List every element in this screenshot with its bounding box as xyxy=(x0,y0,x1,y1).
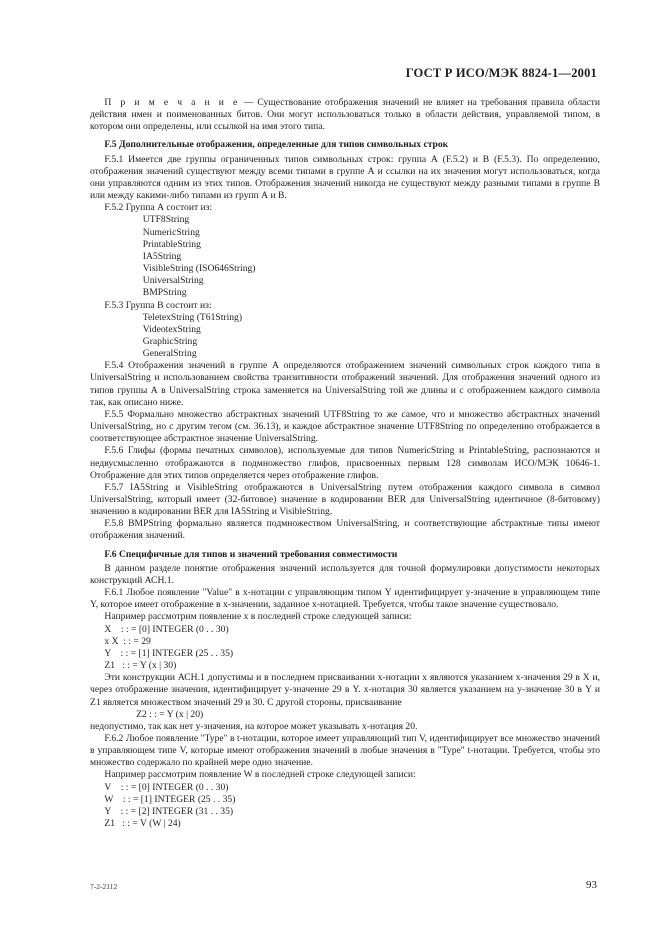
group-b-item: VideotexString xyxy=(142,323,201,335)
paragraph-f5-1: F.5.1 Имеется две группы ограниченных типов символьных строк: группа А (F.5.2) и В (F.5.3). По определению, отображения значений существуют между всеми типами в группе А и ссылки на их значения могут использоваться, когда они управляются одним из этих типов. Отображения значений никогда не существуют между разными типами в группе В или между какими-либо типами из групп А и В. xyxy=(90,153,600,202)
paragraph-f6-example: Например рассмотрим появление x в последней строке следующей записи: xyxy=(104,611,412,623)
paragraph-f5-5: F.5.5 Формально множество абстрактных значений UTF8String то же самое, что и множество абстрактных значений UniversalString, но с другим тегом (см. 36.13), и каждое абстрактное значение UTF8String по определению отображается в соответствующее абстрактное значение UniversalString. xyxy=(90,408,600,445)
group-a-item: VisibleString (ISO646String) xyxy=(142,263,256,275)
paragraph-f6-invalid: недопустимо, так как нет y-значения, на которое может указывать x-нотация 20. xyxy=(90,720,418,732)
section-heading-f5: F.5 Дополнительные отображения, определенные для типов символьных строк xyxy=(104,139,449,151)
code-line: Y : : = [1] INTEGER (25 . . 35) xyxy=(104,647,234,659)
code-line: Z1 : : = V (W | 24) xyxy=(104,818,181,830)
page-number: 93 xyxy=(586,879,597,891)
code-line: Y : : = [2] INTEGER (31 . . 35) xyxy=(104,805,234,817)
group-b-item: GraphicString xyxy=(142,335,198,347)
paragraph-f6-explain: Эти конструкции АСН.1 допустимы и в последнем присваивании x-нотации x являются указанием x-значения 29 в X и, через отображение значения, идентифицирует y-значение 29 в Y. x-нотация 30 является указанием на y-значение 30 в Y и Z1 является множеством значений 29 и 30. С другой стороны, присваивание xyxy=(90,672,600,708)
note-label: П р и м е ч а н и е xyxy=(104,97,240,108)
paragraph-f6-2: F.6.2 Любое появление "Type" в t-нотации, которое имеет управляющий тип V, идентифицирует все множество значений в управляющем типе V, которые имеют отображения значений в любые значения в "Type" t-нотации. Требуется, чтобы это множество содержало по крайней мере одно значение. xyxy=(90,732,600,769)
group-a-item: IA5String xyxy=(142,250,182,262)
group-b-item: TeletexString (T61String) xyxy=(142,311,243,323)
code-line: Z1 : : = Y (x | 30) xyxy=(104,660,177,672)
paragraph-f5-8: F.5.8 BMPString формально является подмножеством UniversalString, и соответствующие абстрактные типы имеют отображения значений. xyxy=(90,518,600,542)
note-text: — Существование отображения значений не влияет на требования правила области действия имен и поименованных битов. Они могут использоваться только в области действия, управляемой типом, в котором они определены, или ссылкой на имя этого типа. xyxy=(90,97,600,133)
code-line: Z2 : : = Y (x | 20) xyxy=(136,708,204,720)
group-a-item: NumericString xyxy=(142,226,200,238)
paragraph-f6-1: F.6.1 Любое появление "Value" в x-нотации с управляющим типом Y идентифицирует y-значение в управляющем типе Y, которое имеет отображение в x-значении, заданное x-нотацией. Требуется, чтобы такое значение существовало. xyxy=(90,587,600,611)
note-paragraph xyxy=(90,97,600,133)
page-header-title: ГОСТ Р ИСО/МЭК 8824-1—2001 xyxy=(405,66,597,80)
code-line: x X : : = 29 xyxy=(104,635,151,647)
paragraph-f5-4: F.5.4 Отображения значений в группе А определяются отображением значений символьных строк каждого типа в UniversalString и использованием свойства транзитивности отображений значений. Для отображения значений одного из типов группы А в UniversalString строка заменяется на UniversalString той же длины и с отображением каждого символа так, как описано ниже. xyxy=(90,360,600,408)
code-line: X : : = [0] INTEGER (0 . . 30) xyxy=(104,623,229,635)
code-line: W : : = [1] INTEGER (25 . . 35) xyxy=(104,793,236,805)
page-body xyxy=(90,97,600,830)
paragraph-f5-7: F.5.7 IA5String и VisibleString отображаются в UniversalString путем отображения каждого символа в символ UniversalString, который имеет (32-битовое) значение в кодировании BER для UniversalString идентичное (8-битовому) значению в кодировании BER для IA5String и VisibleString. xyxy=(90,481,600,518)
group-a-item: PrintableString xyxy=(142,238,201,250)
paragraph-f6-example-2: Например рассмотрим появление W в последней строке следующей записи: xyxy=(104,769,416,781)
section-heading-f6: F.6 Специфичные для типов и значений требования совместимости xyxy=(104,548,398,560)
paragraph-f5-3: F.5.3 Группа В состоит из: xyxy=(104,299,212,311)
print-code: 7-2-2112 xyxy=(90,882,118,891)
paragraph-f5-2: F.5.2 Группа А состоит из: xyxy=(104,202,213,214)
paragraph-f5-6: F.5.6 Глифы (формы печатных символов), используемые для типов NumericString и PrintableString, распознаются и недвусмысленно отображаются в подмножество глифов, присвоенных первым 128 символам ИСО/МЭК 10646-1. Отображение для этих типов определяется через отображение глифов. xyxy=(90,445,600,481)
code-line: V : : = [0] INTEGER (0 . . 30) xyxy=(104,781,229,793)
group-a-item: BMPString xyxy=(142,287,187,299)
group-a-item: UniversalString xyxy=(142,275,204,287)
group-a-item: UTF8String xyxy=(142,214,190,226)
group-b-item: GeneralString xyxy=(142,348,197,360)
paragraph-f6-intro: В данном разделе понятие отображения значений используется для точной формулировки допустимости некоторых конструкций АСН.1. xyxy=(90,562,600,586)
